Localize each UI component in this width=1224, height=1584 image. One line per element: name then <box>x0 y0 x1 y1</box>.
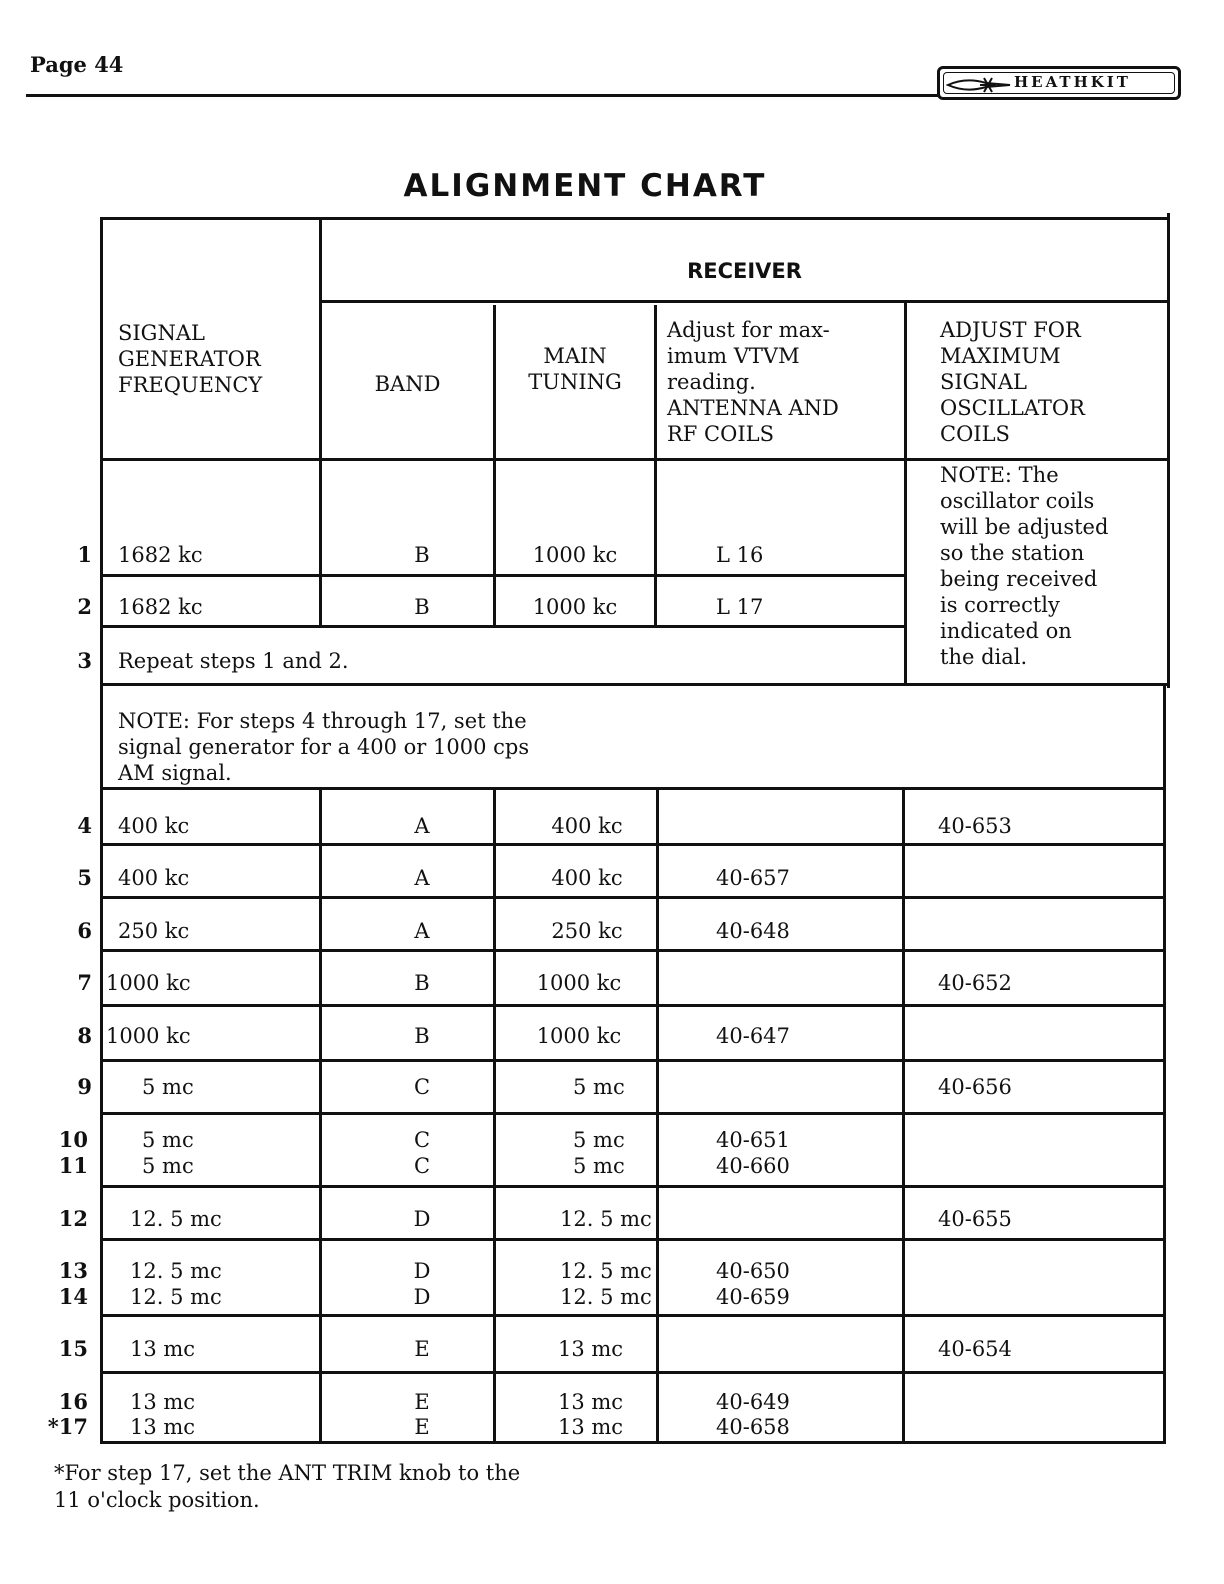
step-tuning: 1000 kc <box>536 1024 622 1048</box>
step-antenna: 40-649 <box>716 1390 790 1414</box>
step-band: C <box>413 1128 431 1152</box>
signal-header-line: SIGNAL <box>118 321 205 345</box>
tuning-header-line: MAIN <box>543 344 607 368</box>
step-oscillator: 40-655 <box>938 1207 1012 1231</box>
step-frequency: 5 mc <box>142 1154 194 1178</box>
step-number: *17 <box>47 1414 88 1439</box>
footnote-line: 11 o'clock position. <box>54 1488 260 1512</box>
step-band: C <box>413 1154 431 1178</box>
oscillator-header-line: OSCILLATOR <box>940 396 1085 420</box>
step-tuning: 400 kc <box>551 866 623 890</box>
step-frequency: 1000 kc <box>106 971 191 995</box>
oscillator-header-line: ADJUST FOR <box>940 318 1081 342</box>
signal-header-line: GENERATOR <box>118 347 261 371</box>
step-number: 11 <box>58 1153 88 1178</box>
oscillator-note-line: oscillator coils <box>940 489 1095 513</box>
step-band: B <box>414 1024 430 1048</box>
step-oscillator: 40-653 <box>938 814 1012 838</box>
header-rule <box>26 94 938 97</box>
step-band: A <box>414 919 430 943</box>
step-number: 6 <box>77 918 92 943</box>
step-antenna: 40-650 <box>716 1259 790 1283</box>
step-tuning: 1000 kc <box>536 971 622 995</box>
step-band: B <box>414 543 430 567</box>
step-number: 12 <box>58 1206 88 1231</box>
step-number: 15 <box>58 1336 88 1361</box>
step-number: 1 <box>77 542 92 567</box>
step-band: B <box>414 595 430 619</box>
step-band: E <box>414 1415 430 1439</box>
step-antenna: 40-648 <box>716 919 790 943</box>
step-tuning: 1000 kc <box>532 595 618 619</box>
step-antenna: 40-660 <box>716 1154 790 1178</box>
step-tuning: 12. 5 mc <box>560 1285 652 1309</box>
step-frequency: 5 mc <box>142 1075 194 1099</box>
logo-arrow-icon <box>946 75 1012 95</box>
step-frequency: 1682 kc <box>118 543 203 567</box>
step-band: E <box>414 1337 430 1361</box>
step-number: 7 <box>77 970 92 995</box>
step-frequency: 1682 kc <box>118 595 203 619</box>
chart-title: ALIGNMENT CHART <box>403 168 767 204</box>
note-line: AM signal. <box>118 761 232 785</box>
note-line: NOTE: For steps 4 through 17, set the <box>118 709 527 733</box>
step-frequency: 5 mc <box>142 1128 194 1152</box>
step-antenna: L 17 <box>716 595 764 619</box>
tuning-header-line: TUNING <box>528 370 622 394</box>
band-header: BAND <box>374 372 441 396</box>
step-band: C <box>413 1075 431 1099</box>
signal-header-line: FREQUENCY <box>118 373 263 397</box>
step-number: 13 <box>58 1258 88 1283</box>
oscillator-header-line: COILS <box>940 422 1010 446</box>
step-number: 10 <box>58 1127 88 1152</box>
step-antenna: 40-657 <box>716 866 790 890</box>
step-band: E <box>414 1390 430 1414</box>
step-antenna: 40-647 <box>716 1024 790 1048</box>
antenna-header-line: RF COILS <box>667 422 774 446</box>
oscillator-note-line: is correctly <box>940 593 1060 617</box>
step-frequency: 250 kc <box>118 919 190 943</box>
step-number: 14 <box>58 1284 88 1309</box>
step-tuning: 13 mc <box>558 1415 624 1439</box>
oscillator-note-line: will be adjusted <box>940 515 1109 539</box>
antenna-header-line: reading. <box>667 370 756 394</box>
step-tuning: 250 kc <box>551 919 623 943</box>
step-tuning: 5 mc <box>573 1154 625 1178</box>
step-frequency: 400 kc <box>118 814 190 838</box>
step-antenna: 40-651 <box>716 1128 790 1152</box>
step-band: D <box>413 1259 431 1283</box>
page-number: Page 44 <box>30 52 124 77</box>
step-band: D <box>413 1207 431 1231</box>
receiver-header: RECEIVER <box>687 259 802 283</box>
step-tuning: 13 mc <box>558 1390 624 1414</box>
oscillator-note-line: NOTE: The <box>940 463 1059 487</box>
step-frequency: 12. 5 mc <box>130 1259 222 1283</box>
step-tuning: 13 mc <box>558 1337 624 1361</box>
step-band: A <box>414 866 430 890</box>
footnote-line: *For step 17, set the ANT TRIM knob to the <box>54 1461 521 1485</box>
step-tuning: 400 kc <box>551 814 623 838</box>
heathkit-logo <box>937 66 1181 100</box>
step-tuning: 5 mc <box>573 1128 625 1152</box>
step-band: A <box>414 814 430 838</box>
step-frequency: 400 kc <box>118 866 190 890</box>
oscillator-note-line: the dial. <box>940 645 1028 669</box>
step-oscillator: 40-652 <box>938 971 1012 995</box>
step-frequency: 12. 5 mc <box>130 1285 222 1309</box>
oscillator-note-line: so the station <box>940 541 1085 565</box>
antenna-header-line: Adjust for max- <box>667 318 830 342</box>
step-number: 3 <box>77 648 92 673</box>
step-frequency: 13 mc <box>130 1415 196 1439</box>
step-antenna: L 16 <box>716 543 764 567</box>
step-number: 8 <box>77 1023 92 1048</box>
step-text: Repeat steps 1 and 2. <box>118 649 349 673</box>
footnote <box>54 1460 520 1514</box>
step-band: B <box>414 971 430 995</box>
step-band: D <box>413 1285 431 1309</box>
step-antenna: 40-659 <box>716 1285 790 1309</box>
step-frequency: 1000 kc <box>106 1024 191 1048</box>
oscillator-note-line: being received <box>940 567 1098 591</box>
antenna-header-line: imum VTVM <box>667 344 800 368</box>
step-frequency: 12. 5 mc <box>130 1207 222 1231</box>
oscillator-note-line: indicated on <box>940 619 1072 643</box>
step-tuning: 12. 5 mc <box>560 1259 652 1283</box>
antenna-header-line: ANTENNA AND <box>667 396 839 420</box>
step-number: 5 <box>77 865 92 890</box>
oscillator-header-line: SIGNAL <box>940 370 1027 394</box>
step-tuning: 1000 kc <box>532 543 618 567</box>
note-line: signal generator for a 400 or 1000 cps <box>118 735 530 759</box>
step-antenna: 40-658 <box>716 1415 790 1439</box>
step-oscillator: 40-654 <box>938 1337 1012 1361</box>
step-number: 16 <box>58 1389 88 1414</box>
step-frequency: 13 mc <box>130 1337 196 1361</box>
step-number: 4 <box>77 813 92 838</box>
step-tuning: 12. 5 mc <box>560 1207 652 1231</box>
step-number: 9 <box>77 1074 92 1099</box>
step-tuning: 5 mc <box>573 1075 625 1099</box>
brand-name: HEATHKIT <box>1014 73 1131 91</box>
step-oscillator: 40-656 <box>938 1075 1012 1099</box>
step-frequency: 13 mc <box>130 1390 196 1414</box>
step-number: 2 <box>77 594 92 619</box>
oscillator-header-line: MAXIMUM <box>940 344 1061 368</box>
